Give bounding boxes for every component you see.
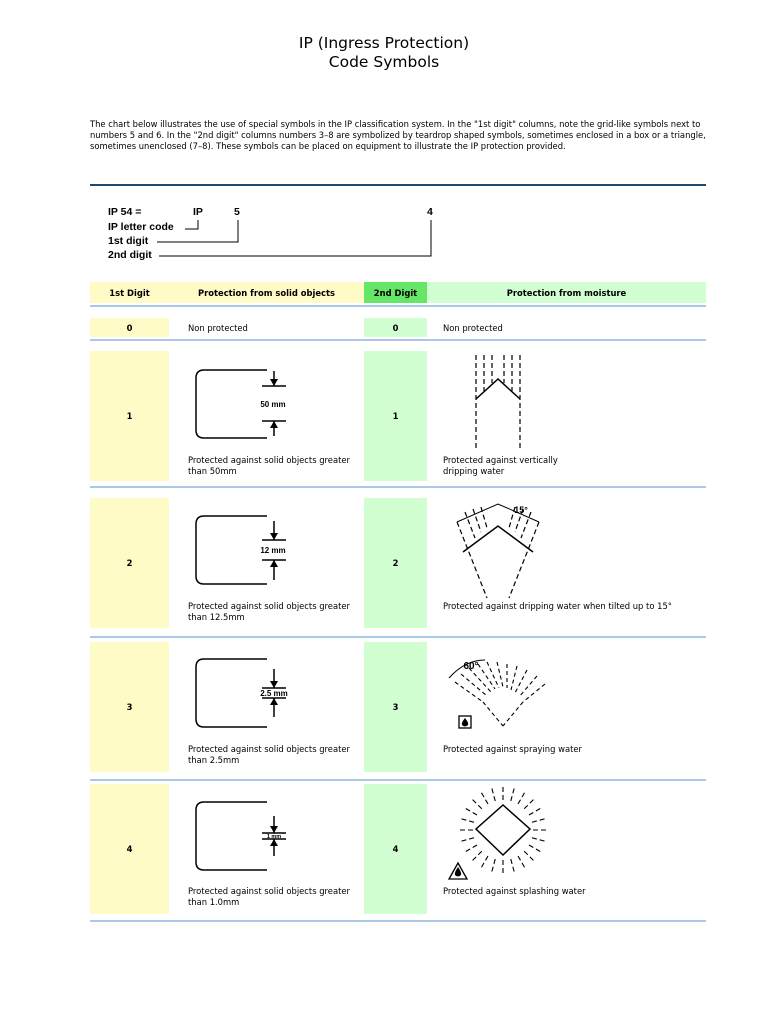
- splash-water-icon: [445, 785, 555, 885]
- splash-ray: [480, 856, 488, 870]
- example-second-digit-label: 2nd digit: [108, 249, 152, 261]
- row-separator: [90, 920, 706, 922]
- row4-moisture-text: Protected against splashing water: [443, 886, 586, 896]
- vertical-drip-icon: [458, 353, 538, 453]
- splash-ray: [459, 838, 474, 842]
- row-separator: [90, 486, 706, 488]
- row2-angle-label: 15°: [514, 505, 528, 515]
- splash-ray: [480, 790, 488, 804]
- splash-ray: [511, 859, 515, 874]
- splash-ray: [491, 786, 495, 801]
- row2-size-label: 12 mm: [260, 546, 286, 555]
- example-digit2: 4: [427, 206, 433, 218]
- row4-size-label: 1 mm: [266, 834, 282, 840]
- row4-digit1: 4: [90, 784, 169, 914]
- row3-digit1: 3: [90, 642, 169, 772]
- row-separator: [90, 305, 706, 307]
- header-moisture: Protection from moisture: [427, 282, 706, 303]
- example-first-digit-label: 1st digit: [108, 235, 149, 247]
- row3-size-label: 2.5 mm: [260, 689, 288, 698]
- title-line-2: Code Symbols: [328, 53, 440, 71]
- splash-ray: [470, 851, 481, 862]
- header-first-digit: 1st Digit: [90, 282, 169, 303]
- tilted-drip-icon: [443, 500, 553, 600]
- solid-object-icon: [190, 794, 300, 874]
- row1-digit2: 1: [364, 351, 427, 481]
- splash-ray: [524, 851, 535, 862]
- row4-solid-text: Protected against solid objects greater than 1.0mm: [188, 886, 350, 907]
- splash-ray: [459, 818, 474, 822]
- row3-angle-label: 60°: [463, 661, 479, 672]
- title-line-1: IP (Ingress Protection): [298, 34, 470, 52]
- intro-paragraph: The chart below illustrates the use of special symbols in the IP classification system. In the "1st digit" columns, note the grid-like symbols next to numbers 5 and 6. In the "2nd digit" columns numbers 3–8 are symbolized by teardrop shaped symbols, sometimes enclosed in a box or a triangle, sometimes unenclosed (7–8). These symbols can be placed on equipment to illustrate the IP protection provided.: [90, 119, 706, 151]
- row2-digit2: 2: [364, 498, 427, 628]
- example-digit1: 5: [234, 206, 240, 218]
- splash-ray: [463, 845, 477, 853]
- row2-digit1: 2: [90, 498, 169, 628]
- row1-moisture-text: Protected against vertically dripping water: [443, 455, 558, 476]
- spray-water-icon: [445, 652, 555, 742]
- example-ip: IP: [193, 206, 203, 218]
- header-solid: Protection from solid objects: [169, 282, 364, 303]
- row0-solid-text: Non protected: [188, 323, 248, 333]
- splash-ray: [463, 807, 477, 815]
- example-leader-lines: [90, 196, 490, 271]
- row3-solid-text: Protected against solid objects greater than 2.5mm: [188, 744, 350, 765]
- splash-ray: [518, 790, 526, 804]
- splash-ray: [524, 797, 535, 808]
- splash-ray: [532, 838, 547, 842]
- splash-ray: [470, 797, 481, 808]
- solid-object-icon: [190, 362, 300, 442]
- top-rule: [90, 184, 706, 186]
- splash-ray: [532, 818, 547, 822]
- row1-solid-text: Protected against solid objects greater than 50mm: [188, 455, 350, 476]
- row0-digit1: 0: [90, 318, 169, 337]
- example-letter-code-label: IP letter code: [108, 221, 174, 233]
- row-separator: [90, 636, 706, 638]
- solid-object-icon: [190, 508, 300, 588]
- row-separator: [90, 779, 706, 781]
- row4-digit2: 4: [364, 784, 427, 914]
- splash-ray: [511, 786, 515, 801]
- row-separator: [90, 339, 706, 341]
- row2-moisture-text: Protected against dripping water when tilted up to 15°: [443, 601, 672, 611]
- splash-ray: [529, 807, 543, 815]
- row1-size-label: 50 mm: [260, 400, 286, 409]
- header-second-digit: 2nd Digit: [364, 282, 427, 303]
- ip-code-example: [90, 196, 490, 271]
- row0-digit2: 0: [364, 318, 427, 337]
- row0-moisture-text: Non protected: [443, 323, 503, 333]
- example-code: IP 54 =: [108, 206, 142, 218]
- page-title: [0, 34, 768, 72]
- splash-ray: [529, 845, 543, 853]
- row3-moisture-text: Protected against spraying water: [443, 744, 582, 754]
- row1-digit1: 1: [90, 351, 169, 481]
- solid-object-icon: [190, 651, 300, 731]
- row3-digit2: 3: [364, 642, 427, 772]
- splash-ray: [518, 856, 526, 870]
- splash-ray: [491, 859, 495, 874]
- row2-solid-text: Protected against solid objects greater than 12.5mm: [188, 601, 350, 622]
